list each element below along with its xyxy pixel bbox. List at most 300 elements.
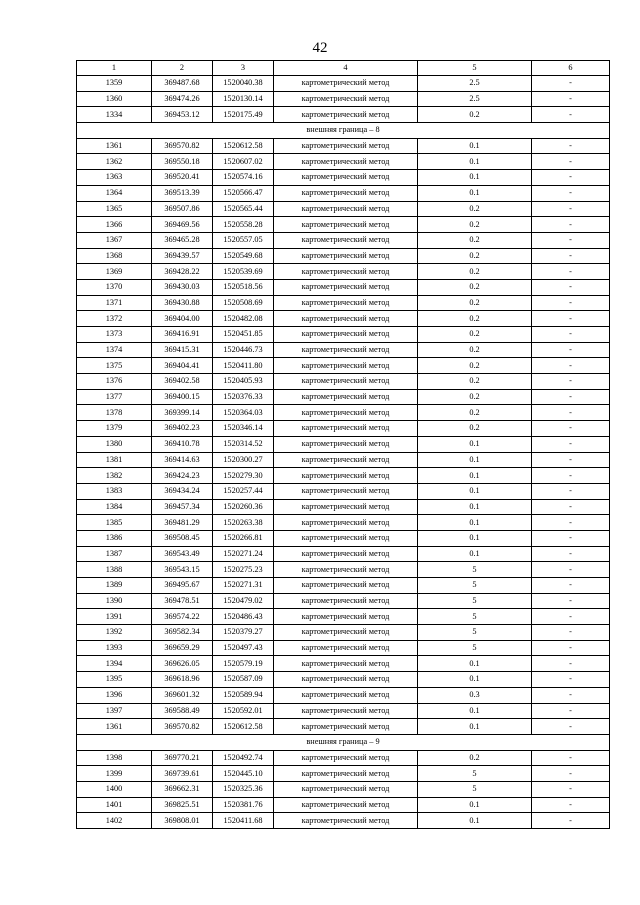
method-cell: картометрический метод — [274, 217, 418, 233]
note-cell: - — [532, 91, 610, 107]
method-cell: картометрический метод — [274, 483, 418, 499]
y-coordinate-cell: 1520405.93 — [213, 374, 274, 390]
x-coordinate-cell: 369434.24 — [152, 483, 213, 499]
point-number-cell: 1367 — [77, 232, 152, 248]
note-cell: - — [532, 625, 610, 641]
point-number-cell: 1383 — [77, 483, 152, 499]
point-number-cell: 1360 — [77, 91, 152, 107]
table-row — [77, 374, 610, 390]
y-coordinate-cell: 1520266.81 — [213, 530, 274, 546]
y-coordinate-cell: 1520574.16 — [213, 170, 274, 186]
point-number-cell: 1392 — [77, 625, 152, 641]
x-coordinate-cell: 369570.82 — [152, 138, 213, 154]
table-row — [77, 248, 610, 264]
note-cell: - — [532, 436, 610, 452]
point-number-cell: 1359 — [77, 76, 152, 92]
note-cell: - — [532, 279, 610, 295]
note-cell: - — [532, 154, 610, 170]
table-row — [77, 719, 610, 735]
y-coordinate-cell: 1520376.33 — [213, 389, 274, 405]
y-coordinate-cell: 1520508.69 — [213, 295, 274, 311]
table-row — [77, 656, 610, 672]
y-coordinate-cell: 1520549.68 — [213, 248, 274, 264]
y-coordinate-cell: 1520411.80 — [213, 358, 274, 374]
x-coordinate-cell: 369439.57 — [152, 248, 213, 264]
table-row — [77, 201, 610, 217]
note-cell: - — [532, 452, 610, 468]
method-cell: картометрический метод — [274, 185, 418, 201]
table-row — [77, 405, 610, 421]
method-cell: картометрический метод — [274, 327, 418, 343]
accuracy-cell: 5 — [418, 593, 532, 609]
method-cell: картометрический метод — [274, 76, 418, 92]
method-cell: картометрический метод — [274, 781, 418, 797]
x-coordinate-cell: 369601.32 — [152, 687, 213, 703]
table-row — [77, 327, 610, 343]
y-coordinate-cell: 1520314.52 — [213, 436, 274, 452]
x-coordinate-cell: 369508.45 — [152, 530, 213, 546]
note-cell: - — [532, 264, 610, 280]
x-coordinate-cell: 369404.00 — [152, 311, 213, 327]
method-cell: картометрический метод — [274, 154, 418, 170]
method-cell: картометрический метод — [274, 452, 418, 468]
note-cell: - — [532, 530, 610, 546]
x-coordinate-cell: 369588.49 — [152, 703, 213, 719]
method-cell: картометрический метод — [274, 562, 418, 578]
point-number-cell: 1368 — [77, 248, 152, 264]
note-cell: - — [532, 781, 610, 797]
method-cell: картометрический метод — [274, 421, 418, 437]
point-number-cell: 1366 — [77, 217, 152, 233]
point-number-cell: 1394 — [77, 656, 152, 672]
note-cell: - — [532, 797, 610, 813]
y-coordinate-cell: 1520271.24 — [213, 546, 274, 562]
accuracy-cell: 0.1 — [418, 530, 532, 546]
accuracy-cell: 0.2 — [418, 217, 532, 233]
accuracy-cell: 0.1 — [418, 499, 532, 515]
y-coordinate-cell: 1520539.69 — [213, 264, 274, 280]
x-coordinate-cell: 369410.78 — [152, 436, 213, 452]
table-row — [77, 750, 610, 766]
point-number-cell: 1401 — [77, 797, 152, 813]
point-number-cell: 1365 — [77, 201, 152, 217]
note-cell: - — [532, 656, 610, 672]
point-number-cell: 1371 — [77, 295, 152, 311]
y-coordinate-cell: 1520040.38 — [213, 76, 274, 92]
table-row — [77, 562, 610, 578]
y-coordinate-cell: 1520565.44 — [213, 201, 274, 217]
table-row — [77, 264, 610, 280]
note-cell: - — [532, 719, 610, 735]
table-row — [77, 295, 610, 311]
point-number-cell: 1384 — [77, 499, 152, 515]
y-coordinate-cell: 1520325.36 — [213, 781, 274, 797]
point-number-cell: 1397 — [77, 703, 152, 719]
note-cell: - — [532, 76, 610, 92]
table-row — [77, 358, 610, 374]
y-coordinate-cell: 1520518.56 — [213, 279, 274, 295]
y-coordinate-cell: 1520579.19 — [213, 656, 274, 672]
x-coordinate-cell: 369402.58 — [152, 374, 213, 390]
accuracy-cell: 0.1 — [418, 656, 532, 672]
x-coordinate-cell: 369618.96 — [152, 672, 213, 688]
method-cell: картометрический метод — [274, 546, 418, 562]
table-row — [77, 217, 610, 233]
method-cell: картометрический метод — [274, 750, 418, 766]
y-coordinate-cell: 1520492.74 — [213, 750, 274, 766]
x-coordinate-cell: 369582.34 — [152, 625, 213, 641]
point-number-cell: 1369 — [77, 264, 152, 280]
table-header-row — [77, 61, 610, 76]
y-coordinate-cell: 1520445.10 — [213, 766, 274, 782]
column-header: 3 — [213, 61, 274, 76]
accuracy-cell: 0.1 — [418, 703, 532, 719]
x-coordinate-cell: 369550.18 — [152, 154, 213, 170]
point-number-cell: 1399 — [77, 766, 152, 782]
note-cell: - — [532, 609, 610, 625]
y-coordinate-cell: 1520379.27 — [213, 625, 274, 641]
y-coordinate-cell: 1520486.43 — [213, 609, 274, 625]
accuracy-cell: 0.2 — [418, 279, 532, 295]
x-coordinate-cell: 369415.31 — [152, 342, 213, 358]
column-header: 1 — [77, 61, 152, 76]
y-coordinate-cell: 1520607.02 — [213, 154, 274, 170]
table-row — [77, 546, 610, 562]
x-coordinate-cell: 369574.22 — [152, 609, 213, 625]
table-row — [77, 389, 610, 405]
table-row — [77, 468, 610, 484]
column-header: 4 — [274, 61, 418, 76]
accuracy-cell: 0.2 — [418, 201, 532, 217]
x-coordinate-cell: 369430.88 — [152, 295, 213, 311]
table-row — [77, 813, 610, 829]
accuracy-cell: 5 — [418, 609, 532, 625]
note-cell: - — [532, 327, 610, 343]
method-cell: картометрический метод — [274, 766, 418, 782]
accuracy-cell: 0.2 — [418, 374, 532, 390]
y-coordinate-cell: 1520263.38 — [213, 515, 274, 531]
table-row — [77, 703, 610, 719]
table-row — [77, 625, 610, 641]
method-cell: картометрический метод — [274, 687, 418, 703]
note-cell: - — [532, 499, 610, 515]
note-cell: - — [532, 138, 610, 154]
x-coordinate-cell: 369478.51 — [152, 593, 213, 609]
section-title: внешняя граница – 8 — [77, 123, 610, 139]
accuracy-cell: 0.2 — [418, 248, 532, 264]
x-coordinate-cell: 369570.82 — [152, 719, 213, 735]
accuracy-cell: 0.1 — [418, 170, 532, 186]
point-number-cell: 1388 — [77, 562, 152, 578]
note-cell: - — [532, 813, 610, 829]
y-coordinate-cell: 1520446.73 — [213, 342, 274, 358]
point-number-cell: 1381 — [77, 452, 152, 468]
method-cell: картометрический метод — [274, 813, 418, 829]
note-cell: - — [532, 750, 610, 766]
table-row — [77, 185, 610, 201]
method-cell: картометрический метод — [274, 499, 418, 515]
accuracy-cell: 5 — [418, 578, 532, 594]
accuracy-cell: 5 — [418, 781, 532, 797]
method-cell: картометрический метод — [274, 295, 418, 311]
point-number-cell: 1398 — [77, 750, 152, 766]
table-row — [77, 232, 610, 248]
x-coordinate-cell: 369543.15 — [152, 562, 213, 578]
table-row — [77, 766, 610, 782]
coordinates-table — [76, 60, 610, 829]
table-row — [77, 107, 610, 123]
table-row — [77, 672, 610, 688]
accuracy-cell: 0.2 — [418, 342, 532, 358]
method-cell: картометрический метод — [274, 640, 418, 656]
point-number-cell: 1395 — [77, 672, 152, 688]
note-cell: - — [532, 421, 610, 437]
method-cell: картометрический метод — [274, 593, 418, 609]
x-coordinate-cell: 369424.23 — [152, 468, 213, 484]
method-cell: картометрический метод — [274, 248, 418, 264]
table-row — [77, 640, 610, 656]
note-cell: - — [532, 358, 610, 374]
x-coordinate-cell: 369543.49 — [152, 546, 213, 562]
accuracy-cell: 5 — [418, 640, 532, 656]
method-cell: картометрический метод — [274, 91, 418, 107]
note-cell: - — [532, 295, 610, 311]
accuracy-cell: 2.5 — [418, 76, 532, 92]
x-coordinate-cell: 369428.22 — [152, 264, 213, 280]
point-number-cell: 1386 — [77, 530, 152, 546]
point-number-cell: 1374 — [77, 342, 152, 358]
y-coordinate-cell: 1520589.94 — [213, 687, 274, 703]
table-row — [77, 781, 610, 797]
method-cell: картометрический метод — [274, 279, 418, 295]
table-row — [77, 279, 610, 295]
x-coordinate-cell: 369430.03 — [152, 279, 213, 295]
accuracy-cell: 0.1 — [418, 185, 532, 201]
accuracy-cell: 0.1 — [418, 468, 532, 484]
note-cell: - — [532, 687, 610, 703]
accuracy-cell: 0.1 — [418, 797, 532, 813]
note-cell: - — [532, 593, 610, 609]
method-cell: картометрический метод — [274, 625, 418, 641]
x-coordinate-cell: 369770.21 — [152, 750, 213, 766]
note-cell: - — [532, 389, 610, 405]
x-coordinate-cell: 369825.51 — [152, 797, 213, 813]
table-row — [77, 483, 610, 499]
accuracy-cell: 0.2 — [418, 421, 532, 437]
point-number-cell: 1400 — [77, 781, 152, 797]
note-cell: - — [532, 483, 610, 499]
x-coordinate-cell: 369808.01 — [152, 813, 213, 829]
table-body — [77, 61, 610, 829]
accuracy-cell: 0.2 — [418, 264, 532, 280]
point-number-cell: 1390 — [77, 593, 152, 609]
accuracy-cell: 0.2 — [418, 405, 532, 421]
x-coordinate-cell: 369513.39 — [152, 185, 213, 201]
method-cell: картометрический метод — [274, 201, 418, 217]
y-coordinate-cell: 1520411.68 — [213, 813, 274, 829]
note-cell: - — [532, 201, 610, 217]
table-row — [77, 515, 610, 531]
note-cell: - — [532, 405, 610, 421]
method-cell: картометрический метод — [274, 107, 418, 123]
note-cell: - — [532, 311, 610, 327]
y-coordinate-cell: 1520479.02 — [213, 593, 274, 609]
section-row — [77, 734, 610, 750]
table-row — [77, 499, 610, 515]
y-coordinate-cell: 1520279.30 — [213, 468, 274, 484]
point-number-cell: 1396 — [77, 687, 152, 703]
method-cell: картометрический метод — [274, 578, 418, 594]
y-coordinate-cell: 1520271.31 — [213, 578, 274, 594]
point-number-cell: 1361 — [77, 719, 152, 735]
method-cell: картометрический метод — [274, 515, 418, 531]
accuracy-cell: 5 — [418, 625, 532, 641]
note-cell: - — [532, 578, 610, 594]
y-coordinate-cell: 1520257.44 — [213, 483, 274, 499]
table-row — [77, 436, 610, 452]
table-row — [77, 593, 610, 609]
point-number-cell: 1393 — [77, 640, 152, 656]
method-cell: картометрический метод — [274, 719, 418, 735]
method-cell: картометрический метод — [274, 530, 418, 546]
x-coordinate-cell: 369465.28 — [152, 232, 213, 248]
accuracy-cell: 0.1 — [418, 515, 532, 531]
table-row — [77, 91, 610, 107]
point-number-cell: 1389 — [77, 578, 152, 594]
accuracy-cell: 0.1 — [418, 452, 532, 468]
method-cell: картометрический метод — [274, 342, 418, 358]
y-coordinate-cell: 1520175.49 — [213, 107, 274, 123]
point-number-cell: 1377 — [77, 389, 152, 405]
method-cell: картометрический метод — [274, 232, 418, 248]
point-number-cell: 1385 — [77, 515, 152, 531]
column-header: 6 — [532, 61, 610, 76]
note-cell: - — [532, 672, 610, 688]
method-cell: картометрический метод — [274, 311, 418, 327]
note-cell: - — [532, 217, 610, 233]
accuracy-cell: 0.2 — [418, 358, 532, 374]
point-number-cell: 1382 — [77, 468, 152, 484]
y-coordinate-cell: 1520346.14 — [213, 421, 274, 437]
accuracy-cell: 0.1 — [418, 138, 532, 154]
accuracy-cell: 0.1 — [418, 436, 532, 452]
accuracy-cell: 0.1 — [418, 483, 532, 499]
accuracy-cell: 0.1 — [418, 719, 532, 735]
method-cell: картометрический метод — [274, 656, 418, 672]
method-cell: картометрический метод — [274, 358, 418, 374]
point-number-cell: 1334 — [77, 107, 152, 123]
y-coordinate-cell: 1520300.27 — [213, 452, 274, 468]
accuracy-cell: 5 — [418, 766, 532, 782]
point-number-cell: 1370 — [77, 279, 152, 295]
table-row — [77, 687, 610, 703]
accuracy-cell: 0.2 — [418, 311, 532, 327]
y-coordinate-cell: 1520130.14 — [213, 91, 274, 107]
accuracy-cell: 0.1 — [418, 672, 532, 688]
accuracy-cell: 0.2 — [418, 750, 532, 766]
table-row — [77, 170, 610, 186]
y-coordinate-cell: 1520566.47 — [213, 185, 274, 201]
note-cell: - — [532, 766, 610, 782]
note-cell: - — [532, 232, 610, 248]
y-coordinate-cell: 1520558.28 — [213, 217, 274, 233]
point-number-cell: 1363 — [77, 170, 152, 186]
note-cell: - — [532, 703, 610, 719]
note-cell: - — [532, 374, 610, 390]
x-coordinate-cell: 369520.41 — [152, 170, 213, 186]
table-row — [77, 421, 610, 437]
x-coordinate-cell: 369495.67 — [152, 578, 213, 594]
accuracy-cell: 0.3 — [418, 687, 532, 703]
accuracy-cell: 0.2 — [418, 389, 532, 405]
accuracy-cell: 0.1 — [418, 813, 532, 829]
note-cell: - — [532, 546, 610, 562]
x-coordinate-cell: 369457.34 — [152, 499, 213, 515]
accuracy-cell: 0.2 — [418, 232, 532, 248]
x-coordinate-cell: 369487.68 — [152, 76, 213, 92]
method-cell: картометрический метод — [274, 389, 418, 405]
note-cell: - — [532, 248, 610, 264]
table-row — [77, 154, 610, 170]
note-cell: - — [532, 515, 610, 531]
y-coordinate-cell: 1520612.58 — [213, 719, 274, 735]
point-number-cell: 1378 — [77, 405, 152, 421]
y-coordinate-cell: 1520364.03 — [213, 405, 274, 421]
section-row — [77, 123, 610, 139]
method-cell: картометрический метод — [274, 609, 418, 625]
point-number-cell: 1372 — [77, 311, 152, 327]
accuracy-cell: 0.1 — [418, 154, 532, 170]
method-cell: картометрический метод — [274, 468, 418, 484]
point-number-cell: 1402 — [77, 813, 152, 829]
accuracy-cell: 5 — [418, 562, 532, 578]
x-coordinate-cell: 369414.63 — [152, 452, 213, 468]
y-coordinate-cell: 1520275.23 — [213, 562, 274, 578]
point-number-cell: 1361 — [77, 138, 152, 154]
y-coordinate-cell: 1520381.76 — [213, 797, 274, 813]
method-cell: картометрический метод — [274, 138, 418, 154]
x-coordinate-cell: 369399.14 — [152, 405, 213, 421]
point-number-cell: 1373 — [77, 327, 152, 343]
x-coordinate-cell: 369469.56 — [152, 217, 213, 233]
method-cell: картометрический метод — [274, 264, 418, 280]
x-coordinate-cell: 369662.31 — [152, 781, 213, 797]
table-row — [77, 76, 610, 92]
x-coordinate-cell: 369453.12 — [152, 107, 213, 123]
y-coordinate-cell: 1520260.36 — [213, 499, 274, 515]
point-number-cell: 1391 — [77, 609, 152, 625]
accuracy-cell: 2.5 — [418, 91, 532, 107]
accuracy-cell: 0.2 — [418, 327, 532, 343]
y-coordinate-cell: 1520557.05 — [213, 232, 274, 248]
section-title: внешняя граница – 9 — [77, 734, 610, 750]
point-number-cell: 1376 — [77, 374, 152, 390]
point-number-cell: 1387 — [77, 546, 152, 562]
note-cell: - — [532, 562, 610, 578]
method-cell: картометрический метод — [274, 405, 418, 421]
x-coordinate-cell: 369507.86 — [152, 201, 213, 217]
point-number-cell: 1379 — [77, 421, 152, 437]
y-coordinate-cell: 1520497.43 — [213, 640, 274, 656]
point-number-cell: 1375 — [77, 358, 152, 374]
method-cell: картометрический метод — [274, 374, 418, 390]
table-row — [77, 452, 610, 468]
method-cell: картометрический метод — [274, 436, 418, 452]
point-number-cell: 1362 — [77, 154, 152, 170]
column-header: 2 — [152, 61, 213, 76]
method-cell: картометрический метод — [274, 170, 418, 186]
note-cell: - — [532, 185, 610, 201]
